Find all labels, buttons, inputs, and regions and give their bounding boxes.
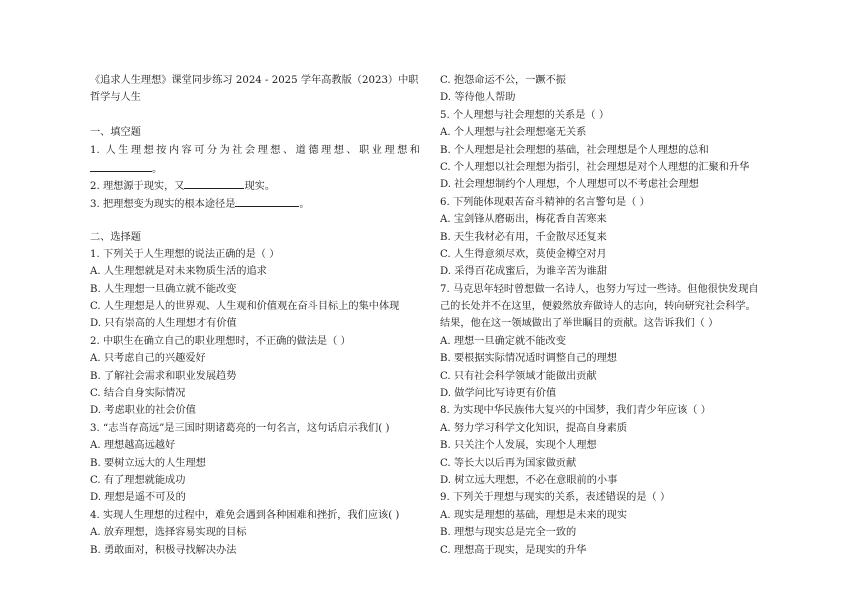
question-line: 2. 中职生在确立自己的职业理想时，不正确的做法是（ ） (90, 335, 351, 347)
question-line: 己的长处并不在这里，便毅然放弃做诗人的志向，转向研究社会科学。 (440, 301, 756, 313)
option-line: D. 做学问比写诗更有价值 (440, 388, 557, 400)
option-line: D. 只有崇高的人生理想才有价值 (90, 318, 237, 330)
section-heading-multiple-choice: 二、选择题 (90, 231, 141, 243)
option-line: A. 人生理想就是对未来物质生活的追求 (90, 266, 267, 278)
option-line: C. 抱怨命运不公，一蹶不振 (440, 75, 566, 86)
answer-blank[interactable] (90, 159, 152, 172)
question-2 (90, 176, 420, 193)
option-line: B. 个人理想是社会理想的基础，社会理想是个人理想的总和 (440, 144, 709, 156)
option-line: B. 天生我材必有用，千金散尽还复来 (440, 231, 607, 243)
question-line: 8. 为实现中华民族伟大复兴的中国梦，我们青少年应该（ ） (440, 405, 711, 417)
option-line: A. 只考虑自己的兴趣爱好 (90, 353, 206, 365)
option-line: A. 现实是理想的基础，理想是未来的现实 (440, 509, 628, 521)
option-line: C. 个人理想以社会理想为指引，社会理想是对个人理想的汇聚和升华 (440, 161, 750, 173)
option-line: C. 人生得意须尽欢，莫使金樽空对月 (440, 248, 607, 260)
question-line: 7. 马克思年轻时曾想做一名诗人，也努力写过一些诗。但他很快发现自 (440, 283, 759, 295)
option-line: C. 理想高于现实，是现实的升华 (440, 544, 587, 556)
option-line: C. 人生理想是人的世界观、人生观和价值观在奋斗目标上的集中体现 (90, 301, 400, 313)
document-title-line-2: 哲学与人生 (90, 92, 141, 104)
question-line: 6. 下列能体现艰苦奋斗精神的名言警句是（ ） (440, 196, 650, 208)
question-line: 结果，他在这一领域做出了举世瞩目的贡献。这告诉我们（ ） (440, 318, 719, 330)
option-line: D. 等待他人帮助 (440, 92, 516, 104)
option-line: A. 放弃理想，选择容易实现的目标 (90, 527, 247, 539)
question-3-suffix: 。 (299, 198, 310, 210)
option-line: C. 有了理想就能成功 (90, 474, 186, 486)
option-line: B. 只关注个人发展，实现个人理想 (440, 440, 597, 452)
left-column (90, 72, 420, 559)
question-1-line-2 (90, 159, 420, 176)
option-line: A. 个人理想与社会理想毫无关系 (440, 127, 587, 139)
option-line: B. 要根据实际情况适时调整自己的理想 (440, 353, 617, 365)
option-line: A. 宝剑锋从磨砺出，梅花香自苦寒来 (440, 214, 607, 226)
question-line: 1. 下列关于人生理想的说法正确的是（ ） (90, 248, 280, 260)
question-2-prefix: 2. 理想源于现实，又 (90, 181, 185, 193)
option-line: C. 只有社会科学领域才能做出贡献 (440, 370, 597, 382)
option-line: D. 采得百花成蜜后，为谁辛苦为谁甜 (440, 266, 608, 278)
option-line: D. 理想是遥不可及的 (90, 492, 186, 504)
option-line: C. 等长大以后再为国家做贡献 (440, 457, 577, 469)
question-1-line-1: 1. 人生理想按内容可分为社会理想、道德理想、职业理想和 (90, 144, 420, 156)
option-line: B. 人生理想一旦确立就不能改变 (90, 283, 237, 295)
option-line: B. 了解社会需求和职业发展趋势 (90, 370, 237, 382)
option-line: C. 结合自身实际情况 (90, 388, 186, 400)
right-column (440, 72, 773, 559)
question-3-prefix: 3. 把理想变为现实的根本途径是 (90, 198, 236, 210)
option-line: B. 理想与现实总是完全一致的 (440, 527, 577, 539)
option-line: D. 考虑职业的社会价值 (90, 405, 196, 417)
option-line: A. 理想越高远越好 (90, 440, 176, 452)
answer-blank[interactable] (184, 176, 244, 189)
option-line: B. 勇敢面对，积极寻找解决办法 (90, 544, 237, 556)
document-title-line-1: 《追求人生理想》课堂同步练习 2024 - 2025 学年高教版（2023）中职 (90, 75, 419, 86)
question-3 (90, 194, 420, 211)
option-line: D. 社会理想制约个人理想，个人理想可以不考虑社会理想 (440, 179, 699, 191)
option-line: A. 努力学习科学文化知识，提高自身素质 (440, 422, 628, 434)
spacer (90, 211, 420, 228)
spacer (90, 107, 420, 124)
answer-blank[interactable] (235, 194, 299, 207)
section-heading-fill-in: 一、填空题 (90, 127, 141, 139)
option-line: B. 要树立远大的人生理想 (90, 457, 206, 469)
question-1-suffix: 。 (152, 163, 163, 175)
question-line: 4. 实现人生理想的过程中，难免会遇到各种困难和挫折，我们应该( ) (90, 509, 400, 521)
question-line: 9. 下列关于理想与现实的关系，表述错误的是（ ） (440, 492, 671, 504)
question-line: 5. 个人理想与社会理想的关系是（ ） (440, 109, 610, 121)
question-2-suffix: 现实。 (244, 181, 276, 193)
option-line: D. 树立远大理想，不必在意眼前的小事 (440, 474, 618, 486)
question-line: 3. “志当存高远”是三国时期诸葛亮的一句名言，这句话启示我们( ) (90, 422, 390, 434)
option-line: A. 理想一旦确定就不能改变 (440, 335, 566, 347)
